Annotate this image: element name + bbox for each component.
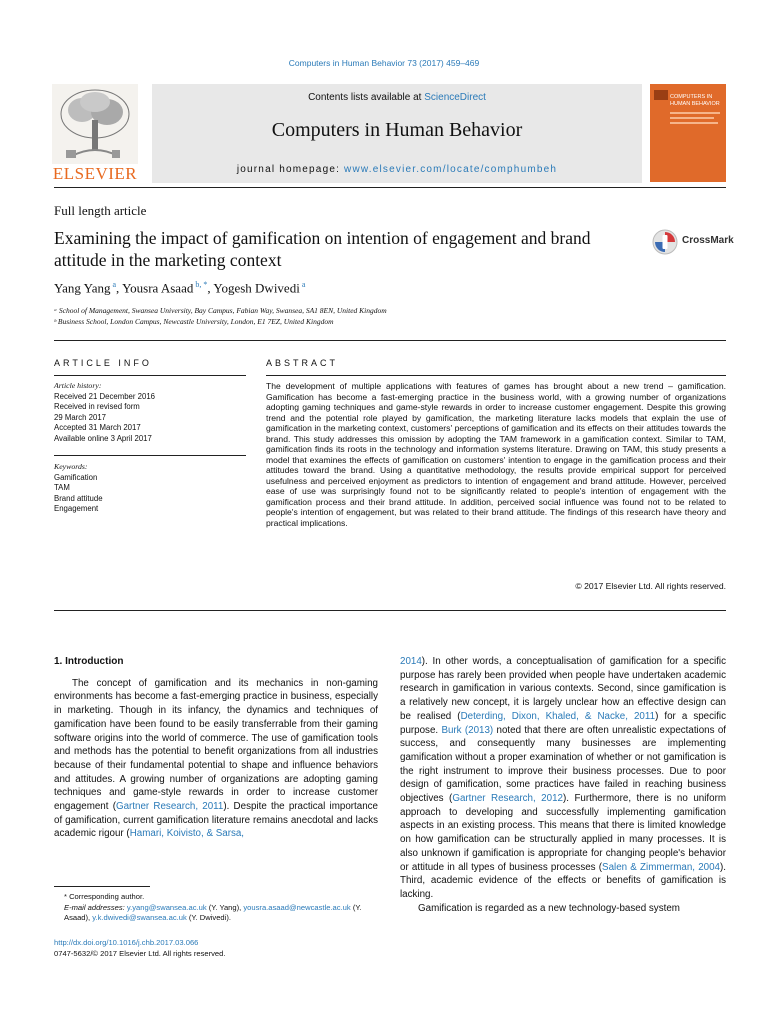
- abstract-copyright: © 2017 Elsevier Ltd. All rights reserved.: [575, 581, 726, 591]
- affiliation: ᵇ Business School, London Campus, Newcastle University, London, E1 7EZ, United Kingdom: [54, 317, 334, 326]
- paragraph: Gamification is regarded as a new technology-based system: [418, 902, 680, 914]
- crossmark-icon: [652, 229, 678, 255]
- sciencedirect-link[interactable]: ScienceDirect: [424, 92, 486, 103]
- elsevier-logo: [52, 84, 138, 186]
- footnote-rule: [54, 886, 150, 887]
- journal-title: Computers in Human Behavior: [271, 119, 523, 141]
- body-right-column: [400, 655, 726, 915]
- article-title: Examining the impact of gamification on intention of engagement and brand attitude in the marketing context: [54, 228, 591, 270]
- journal-cover-image: [650, 84, 726, 182]
- author-name: Yang Yang: [54, 280, 111, 296]
- paragraph: The concept of gamification and its mechanics in non-gaming environments has become a fast-emerging practice in business, especially in marketing. Though in its infancy, the dynamics and techniques of gamification have been found to be easily transferrable from their gaming software origins into the world of commerce. The use of gamification tools and methods has the potential to benefit organizations from all industries because of their fundamental potential to shape and influence behaviors and attitudes. A growing number of organizations are adopting gaming techniques and game-style rewards in order to increase customer engagement (Gartner Research, 2011). Despite the practical importance of gamification, current gamification literature remains anecdotal and lacks academic rigour (Hamari, Koivisto, & Sarsa,: [54, 677, 378, 840]
- abstract-text: The development of multiple applications with features of games has brought about a new trend – gamification. Gamification has become a fast-emerging practice in the business world, with a growing number of organizations adopting gaming techniques and game-style rewards in order to increase customer engagement. Despite this growing trend and the potential role played by gamification, the marketing literature lacks models that explain the use of gamification in the marketing context, customers' perceptions of gamification and its effects on their attitudes towards the brand. This study addresses this omission by adopting the TAM framework in a gamification context. Similar to TAM, gamification finds its roots in the technology and information systems literature. Drawing on TAM, this study presents a model that examines the effects of gamification on customers' intention to engage in the gamification process and their attitudes toward the brand. Using a quantitative methodology, the results provide empirical support for perceived usefulness and perceived enjoyment as predictors to intention of engagement and brand attitude. However, perceived ease of use was surprisingly found not to be significantly related to people's intention of engagement with the gamification process and their brand attitude. In addition, perceived social influence was found not to be related to people's intention of engagement, but was related to their brand attitude. The findings of this research have theory and practical implications.: [266, 381, 726, 528]
- keyword: Engagement: [54, 504, 99, 513]
- journal-homepage: journal homepage: www.elsevier.com/locate/comphumbeh: [236, 164, 558, 175]
- divider: [266, 375, 726, 376]
- email-link[interactable]: y.k.dwivedi@swansea.ac.uk: [92, 913, 187, 922]
- history-label: Article history:: [54, 381, 102, 390]
- abstract-heading: ABSTRACT: [266, 358, 339, 368]
- corresponding-author: * Corresponding author.: [64, 892, 145, 901]
- section-heading: 1. Introduction: [54, 656, 124, 667]
- author-name: Yousra Asaad: [122, 280, 194, 296]
- divider: [54, 340, 726, 341]
- divider: [54, 455, 246, 456]
- article-info-heading: ARTICLE INFO: [54, 358, 152, 368]
- history-line: Received in revised form: [54, 402, 140, 411]
- citation-link[interactable]: Salen & Zimmerman, 2004: [602, 861, 721, 873]
- journal-banner: [152, 84, 642, 183]
- affiliation: ᵃ School of Management, Swansea University, Bay Campus, Fabian Way, Swansea, SA1 8EN, United Kingdom: [54, 306, 387, 315]
- doi-block: [54, 937, 226, 959]
- keyword: Gamification: [54, 472, 98, 482]
- doi-link[interactable]: http://dx.doi.org/10.1016/j.chb.2017.03.066: [54, 938, 199, 947]
- history-line: Received 21 December 2016: [54, 391, 155, 401]
- footnote: [54, 892, 380, 924]
- history-line: 29 March 2017: [54, 412, 107, 422]
- article-type: Full length article: [54, 203, 147, 218]
- header-rule: [54, 187, 726, 188]
- history-line: Accepted 31 March 2017: [54, 423, 141, 432]
- citation-link[interactable]: Gartner Research, 2012: [452, 793, 563, 805]
- citation-link[interactable]: Hamari, Koivisto, & Sarsa,: [129, 828, 245, 840]
- issn-line: 0747-5632/© 2017 Elsevier Ltd. All rights reserved.: [54, 949, 226, 958]
- divider: [54, 375, 246, 376]
- authors: Yang Yang $^a$, Yousra Asaad $^{b, *}$, Yogesh Dwivedi $^a$: [54, 280, 306, 296]
- cover-title: COMPUTERS IN HUMAN BEHAVIOR: [670, 94, 720, 107]
- author-affil-marker[interactable]: a: [301, 280, 306, 289]
- citation-link[interactable]: Deterding, Dixon, Khaled, & Nacke, 2011: [460, 710, 656, 722]
- citation-link[interactable]: Burk (2013): [441, 724, 494, 736]
- author-affil-marker[interactable]: a: [112, 280, 117, 289]
- keyword: Brand attitude: [54, 493, 103, 503]
- homepage-link[interactable]: www.elsevier.com/locate/comphumbeh: [344, 164, 558, 175]
- email-link[interactable]: yousra.asaad@newcastle.ac.uk: [243, 902, 351, 912]
- keyword: TAM: [54, 483, 70, 492]
- contents-line: Contents lists available at ScienceDirect: [308, 92, 486, 103]
- email-link[interactable]: y.yang@swansea.ac.uk: [126, 902, 207, 912]
- author-name: Yogesh Dwivedi: [213, 280, 300, 296]
- crossmark-badge[interactable]: [652, 229, 734, 260]
- keywords-label: Keywords:: [54, 462, 88, 471]
- publisher-name: ELSEVIER: [52, 164, 138, 183]
- crossmark-label: CrossMark: [682, 235, 734, 246]
- journal-reference[interactable]: Computers in Human Behavior 73 (2017) 459–469: [288, 58, 480, 68]
- keywords: [54, 462, 103, 515]
- citation-link[interactable]: 2014: [400, 656, 422, 667]
- paragraph: 2014). In other words, a conceptualisation of gamification for a specific purpose has rarely been provided when people have undertaken academic research in gamification in various contexts. Second, since gamification is a relatively new concept, it is largely unclear how an effective design can be realised (Deterding, Dixon, Khaled, & Nacke, 2011) for a specific purpose. Burk (2013) noted that there are often unrealistic expectations of success, and consequently many businesses are implementing gamification without a proper examination of whether or not gamification is the right instrument to improve their business processes. Due to poor design of gamification, some practices have failed in reaching business objectives (Gartner Research, 2012). Furthermore, there is no uniform approach to developing and successfully implementing gamification aspects in an existing process. This means that there is limited knowledge on how gamification can be structurally applied in many processes. It is also unknown if gamification is appropriate for changing people's behavior or attitude in all types of business processes (Salen & Zimmerman, 2004). Third, academic evidence of the effects or benefits of gamification is lacking.: [400, 656, 726, 900]
- author-affil-marker[interactable]: b, *: [195, 280, 208, 289]
- article-history: [54, 381, 155, 444]
- body-left-column: [54, 655, 378, 841]
- email-addresses: E-mail addresses: y.yang@swansea.ac.uk (Y. Yang), yousra.asaad@newcastle.ac.uk (Y. Asaad), y.k.dwivedi@swansea.ac.uk (Y. Dwivedi).: [64, 902, 362, 922]
- divider: [54, 610, 726, 611]
- citation-link[interactable]: Gartner Research, 2011: [115, 801, 224, 813]
- history-line: Available online 3 April 2017: [54, 433, 152, 443]
